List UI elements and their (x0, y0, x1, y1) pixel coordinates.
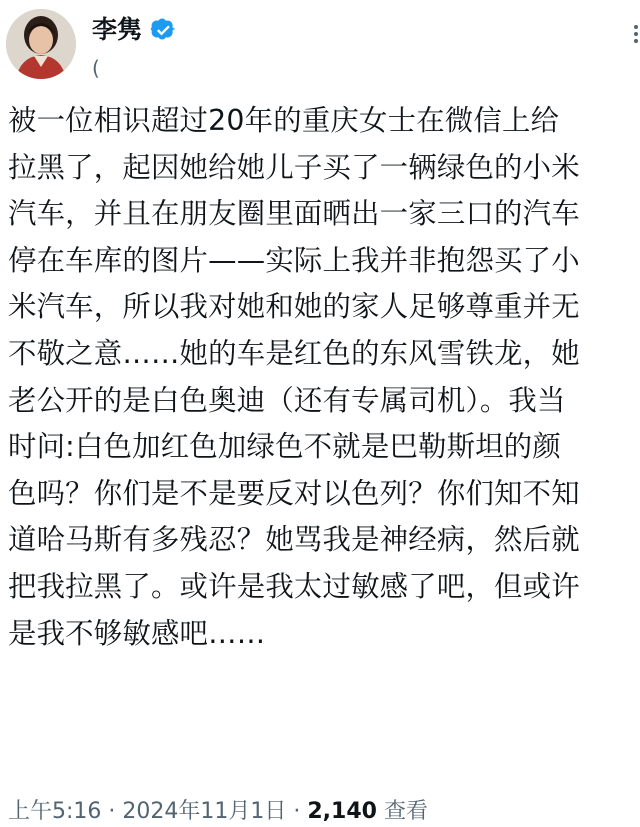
avatar[interactable] (6, 9, 76, 79)
verified-badge-icon (150, 17, 177, 44)
meta-separator: · (101, 799, 123, 824)
views-label: 查看 (383, 799, 428, 824)
more-options-icon[interactable] (632, 24, 640, 44)
meta-separator: · (286, 799, 308, 824)
avatar-image (6, 9, 76, 79)
author-handle[interactable]: ( (92, 56, 100, 80)
post-header (0, 0, 640, 96)
post-date[interactable]: 2024年11月1日 (122, 799, 287, 824)
author-display-name[interactable]: 李隽 (92, 15, 143, 44)
post-time[interactable]: 上午5:16 (8, 799, 102, 824)
post-text: 被一位相识超过20年的重庆女士在微信上给 拉黑了，起因她给她儿子买了一辆绿色的小米 汽车，并且在朋友圈里面晒出一家三口的汽车 停在车库的图片——实际上我并非抱怨买了小 米汽车，所以我对她和她的家人足够尊重并无 不敬之意……她的车是红色的东风雪铁龙，她 老公开的是白色奥迪（还有专属司机）。我当 时问:白色加红色加绿色不就是巴勒斯坦的颜 色吗？你们是不是要反对以色列？你们知不知 道哈马斯有多残忍？她骂我是神经病，然后就 把我拉黑了。或许是我太过敏感了吧，但或许 是我不够敏感吧…… (8, 104, 580, 650)
post-meta (8, 797, 428, 827)
view-count: 2,140 (307, 799, 377, 824)
